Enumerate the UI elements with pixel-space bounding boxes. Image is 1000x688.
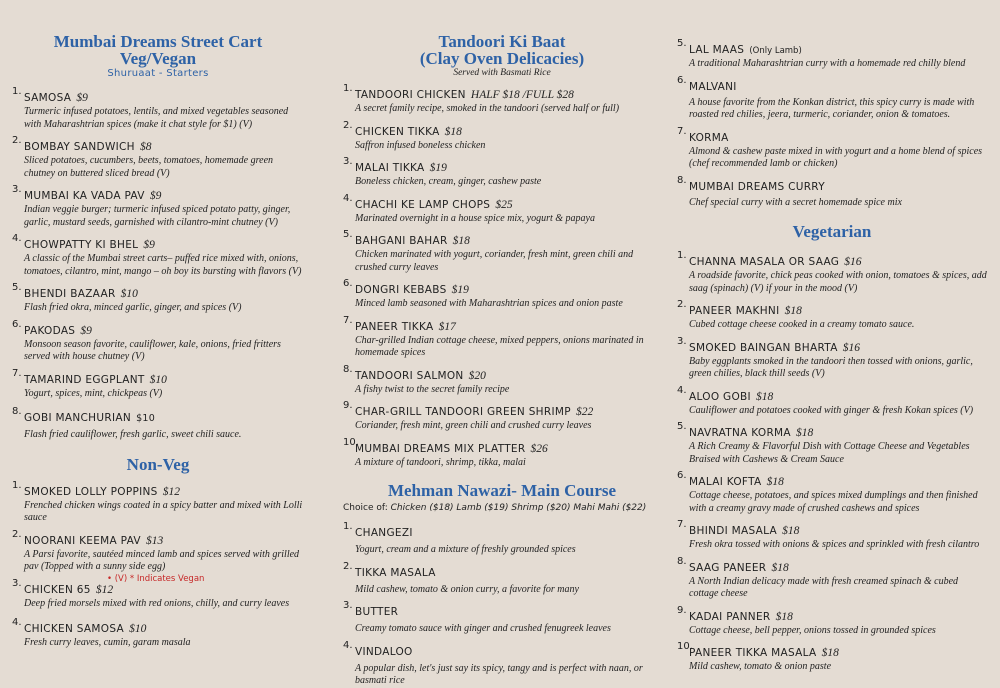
item-price: $10 xyxy=(120,288,138,300)
item-name: SAAG PANEER xyxy=(689,561,767,574)
item-number: 3. xyxy=(343,600,353,611)
item-price: $12 xyxy=(95,583,114,596)
main-course-section xyxy=(343,482,661,688)
menu-item xyxy=(677,470,987,515)
item-number: 1. xyxy=(12,479,22,491)
item-price: $10 xyxy=(136,413,156,424)
item-description: Baby eggplants smoked in the tandoori then tossed with onions, garlic, green chilies, black thill seeds (V) xyxy=(689,355,973,379)
item-description: A fishy twist to the secret family recipe xyxy=(355,383,510,395)
item-name: MALAI KOFTA xyxy=(689,476,762,488)
item-price: $19 xyxy=(429,162,447,174)
item-price: $18 xyxy=(782,525,800,537)
item-description: A Rich Creamy & Flavorful Dish with Cottage Cheese and Vegetables Braised with Cashews & Cream Sauce xyxy=(689,441,970,465)
item-number: 9. xyxy=(677,604,687,616)
menu-item xyxy=(677,38,987,71)
item-name: SMOKED BAINGAN BHARTA xyxy=(689,341,838,354)
item-number: 4. xyxy=(343,639,353,651)
menu-list xyxy=(343,83,661,469)
protein-choice xyxy=(343,503,661,513)
item-price: $10 xyxy=(149,373,167,386)
menu-item xyxy=(343,193,661,226)
item-name: DONGRI KEBABS xyxy=(355,284,447,296)
item-description: Flash fried okra, minced garlic, ginger, and spices (V) xyxy=(24,302,242,313)
item-name: SMOKED LOLLY POPPINS xyxy=(24,485,158,498)
item-price: $18 xyxy=(756,390,774,403)
item-description: Minced lamb seasoned with Maharashtrian spices and onion paste xyxy=(355,298,623,309)
item-name: TIKKA MASALA xyxy=(355,566,436,579)
item-name: LAL MAAS xyxy=(689,44,745,56)
item-number: 2. xyxy=(343,560,353,572)
menu-item xyxy=(343,364,661,397)
menu-column-1 xyxy=(12,0,304,650)
item-price: $19 xyxy=(451,284,469,296)
item-number: 5. xyxy=(343,229,353,240)
item-number: 7. xyxy=(12,367,22,379)
item-description: Sliced potatoes, cucumbers, beets, tomatoes, homemade green chutney on buttered sliced bread (V) xyxy=(24,155,274,179)
item-number: 7. xyxy=(343,314,353,326)
section-title xyxy=(12,33,304,67)
item-number: 6. xyxy=(343,278,353,289)
item-note: (Only Lamb) xyxy=(749,46,802,56)
item-name: PANEER TIKKA xyxy=(355,320,434,333)
item-price: $9 xyxy=(80,324,92,337)
item-number: 6. xyxy=(677,470,687,481)
item-number: 5. xyxy=(12,282,22,293)
section-subtitle: Shuruaat - Starters xyxy=(107,68,209,79)
item-name: VINDALOO xyxy=(355,645,413,658)
menu-item xyxy=(677,519,987,552)
item-name: MUMBAI KA VADA PAV xyxy=(24,190,145,202)
item-price: $18 xyxy=(795,427,814,439)
item-number: 1. xyxy=(677,250,687,261)
menu-item xyxy=(677,126,987,171)
item-description: Mild cashew, tomato & onion paste xyxy=(689,661,832,672)
item-description: Fresh okra tossed with onions & spices and sprinkled with fresh cilantro xyxy=(689,539,980,550)
item-description: A Parsi favorite, sautéed minced lamb and spices served with grilled pav (Topped with a sunny side egg) xyxy=(24,548,300,572)
item-description: Frenched chicken wings coated in a spicy batter and mixed with Lolli sauce xyxy=(24,499,303,523)
item-description: A mixture of tandoori, shrimp, tikka, malai xyxy=(355,456,526,468)
item-name: MALAI TIKKA xyxy=(355,162,425,174)
menu-item xyxy=(12,184,304,229)
menu-item xyxy=(343,120,661,153)
section-title: Vegetarian xyxy=(792,222,872,241)
item-number: 1. xyxy=(343,83,353,94)
menu-item xyxy=(677,299,987,332)
menu-item xyxy=(677,556,987,601)
tandoori-section xyxy=(343,33,661,469)
item-name: MUMBAI DREAMS MIX PLATTER xyxy=(355,442,526,455)
menu-item xyxy=(12,319,304,364)
menu-item xyxy=(343,561,661,597)
item-number: 2. xyxy=(12,528,22,540)
section-title-line2: (Clay Oven Delicacies) xyxy=(419,49,585,68)
item-number: 4. xyxy=(343,192,353,204)
section-title-line2: Veg/Vegan xyxy=(119,49,197,68)
choice-label: Choice of: xyxy=(343,503,388,513)
menu-item xyxy=(12,406,304,442)
item-description: Marinated overnight in a house spice mix, yogurt & papaya xyxy=(355,212,595,224)
item-name: CHANNA MASALA OR SAAG xyxy=(689,256,840,268)
menu-item xyxy=(677,75,987,122)
menu-item xyxy=(343,400,661,433)
item-description: Turmeric infused potatoes, lentils, and mixed vegetables seasoned with Maharashtrian spices (make it chat style for $1) (V) xyxy=(24,106,289,130)
item-price: $10 xyxy=(129,623,147,635)
item-name: MALVANI xyxy=(689,80,737,93)
item-number: 2. xyxy=(12,135,22,146)
main-course-continued xyxy=(677,38,987,209)
section-title: Non-Veg xyxy=(126,454,190,474)
item-number: 2. xyxy=(343,119,353,131)
menu-column-3 xyxy=(677,0,987,674)
item-number: 10. xyxy=(677,641,693,652)
item-number: 8. xyxy=(12,406,22,417)
menu-item xyxy=(343,600,661,636)
menu-list xyxy=(343,521,661,688)
item-name: GOBI MANCHURIAN xyxy=(24,412,131,424)
item-number: 5. xyxy=(677,421,687,432)
item-price: $26 xyxy=(530,442,548,455)
item-number: 8. xyxy=(343,363,353,375)
item-price: $17 xyxy=(438,320,456,333)
menu-item xyxy=(343,640,661,688)
street-cart-section xyxy=(12,33,304,442)
item-price: $20 xyxy=(468,369,486,382)
item-price: $18 xyxy=(444,125,462,138)
item-description: A popular dish, let's just say its spicy, tangy and is perfect with naan, or basmati rice xyxy=(355,662,643,686)
item-description: A traditional Maharashtrian curry with a homemade red chilly blend xyxy=(689,58,966,69)
item-name: BAHGANI BAHAR xyxy=(355,235,448,247)
item-name: NAVRATNA KORMA xyxy=(689,427,791,439)
item-price: $16 xyxy=(844,256,862,268)
item-description: A house favorite from the Konkan district, this spicy curry is made with roasted red chilies, jeera, turmeric, coriander, onion & tomatoes. xyxy=(689,96,975,120)
menu-item xyxy=(343,521,661,557)
item-name: CHICKEN TIKKA xyxy=(355,125,440,138)
menu-item xyxy=(12,529,304,574)
item-number: 10. xyxy=(343,436,359,448)
item-description: Cottage cheese, bell pepper, onions tossed in grounded spices xyxy=(689,624,936,636)
item-description: Chicken marinated with yogurt, coriander, fresh mint, green chili and crushed curry leaves xyxy=(355,249,634,273)
menu-item xyxy=(12,368,304,401)
item-description: Cubed cottage cheese cooked in a creamy tomato sauce. xyxy=(689,319,915,330)
item-price: $9 xyxy=(143,239,155,251)
item-number: 5. xyxy=(677,38,687,49)
item-description: Mild cashew, tomato & onion curry, a favorite for many xyxy=(355,583,579,595)
vegetarian-section xyxy=(677,223,987,674)
item-price: HALF $18 /FULL $28 xyxy=(470,89,574,101)
item-price: $16 xyxy=(842,341,861,354)
item-description: Yogurt, cream and a mixture of freshly grounded spices xyxy=(355,544,576,555)
item-price: $18 xyxy=(821,647,839,659)
item-description: Yogurt, spices, mint, chickpeas (V) xyxy=(24,387,163,399)
menu-item xyxy=(343,437,661,470)
item-number: 4. xyxy=(12,233,22,244)
item-price: $25 xyxy=(495,198,513,211)
item-price: $8 xyxy=(139,141,152,153)
item-number: 6. xyxy=(677,74,687,86)
item-name: PAKODAS xyxy=(24,324,76,337)
item-description: Coriander, fresh mint, green chili and crushed curry leaves xyxy=(355,420,592,431)
item-number: 4. xyxy=(677,384,687,396)
item-price: $18 xyxy=(775,610,793,623)
item-description: Boneless chicken, cream, ginger, cashew paste xyxy=(355,176,542,187)
menu-item xyxy=(12,86,304,131)
vegan-footnote: • (V) * Indicates Vegan xyxy=(107,574,205,584)
menu-item xyxy=(677,250,987,295)
item-name: CHANGEZI xyxy=(355,527,413,539)
item-price: $18 xyxy=(771,561,789,574)
menu-item xyxy=(343,278,661,311)
section-title xyxy=(343,33,661,67)
menu-item xyxy=(677,605,987,638)
item-price: $12 xyxy=(162,485,180,498)
item-price: $9 xyxy=(149,190,162,202)
item-number: 8. xyxy=(677,555,687,567)
menu-list xyxy=(12,480,304,650)
item-description: Fresh curry leaves, cumin, garam masala xyxy=(24,637,191,648)
item-number: 3. xyxy=(677,335,687,347)
menu-list xyxy=(677,250,987,674)
item-number: 7. xyxy=(677,125,687,137)
item-name: ALOO GOBI xyxy=(689,390,751,403)
section-note: Served with Basmati Rice xyxy=(453,68,551,78)
menu-item xyxy=(12,282,304,315)
item-description: Char-grilled Indian cottage cheese, mixed peppers, onions marinated in homemade spices xyxy=(355,334,644,358)
item-name: PANEER MAKHNI xyxy=(689,305,780,317)
item-number: 2. xyxy=(677,299,687,310)
item-description: A classic of the Mumbai street carts– puffed rice mixed with, onions, tomatoes, cilantro, mint, mango – oh boy its bursting with flavors (V) xyxy=(24,253,302,277)
item-name: CHICKEN 65 xyxy=(24,583,91,596)
item-number: 4. xyxy=(12,617,22,628)
item-name: BOMBAY SANDWICH xyxy=(24,141,135,153)
menu-column-2 xyxy=(343,0,661,688)
section-title: Mehman Nawazi- Main Course xyxy=(387,481,617,500)
item-number: 8. xyxy=(677,174,687,186)
item-description: Flash fried cauliflower, fresh garlic, sweet chili sauce. xyxy=(24,429,242,440)
item-number: 3. xyxy=(12,184,22,195)
choice-options: Chicken ($18) Lamb ($19) Shrimp ($20) Mahi Mahi ($22) xyxy=(390,503,647,513)
section-title-line1: Mumbai Dreams Street Cart xyxy=(53,32,263,51)
menu-item xyxy=(677,175,987,210)
item-name: PANEER TIKKA MASALA xyxy=(689,647,817,659)
item-description: Creamy tomato sauce with ginger and crushed fenugreek leaves xyxy=(355,623,611,634)
item-name: NOORANI KEEMA PAV xyxy=(24,534,141,547)
item-description: Indian veggie burger; turmeric infused spiced potato patty, ginger, garlic, mustard seeds, garnished with cilantro-mint chutney (V) xyxy=(24,204,291,228)
item-price: $22 xyxy=(575,406,594,418)
menu-list xyxy=(12,86,304,442)
item-name: TANDOORI CHICKEN xyxy=(355,89,466,101)
item-name: TANDOORI SALMON xyxy=(355,369,464,382)
item-name: CHAR-GRILL TANDOORI GREEN SHRIMP xyxy=(355,406,571,418)
item-name: KORMA xyxy=(689,131,729,144)
item-description: Cauliflower and potatoes cooked with ginger & fresh Kokan spices (V) xyxy=(689,404,974,416)
menu-item xyxy=(343,83,661,116)
item-number: 3. xyxy=(12,577,22,589)
item-price: $13 xyxy=(146,534,164,547)
menu-item xyxy=(677,336,987,381)
item-description: A roadside favorite, chick peas cooked with onion, tomatoes & spices, add saag (spinach) (V) if your in the mood (V) xyxy=(689,270,987,294)
section-title-line1: Tandoori Ki Baat xyxy=(438,32,566,51)
item-name: CHICKEN SAMOSA xyxy=(24,623,124,635)
item-name: BHENDI BAZAAR xyxy=(24,288,116,300)
item-number: 9. xyxy=(343,400,353,411)
item-name: SAMOSA xyxy=(24,92,72,104)
menu-item xyxy=(12,233,304,278)
menu-item xyxy=(677,385,987,418)
menu-item xyxy=(343,156,661,189)
item-description: Almond & cashew paste mixed in with yogurt and a home blend of spices (chef recommended lamb or chicken) xyxy=(689,145,983,169)
item-name: CHACHI KE LAMP CHOPS xyxy=(355,198,491,211)
item-name: BUTTER xyxy=(355,606,399,618)
menu-item xyxy=(12,617,304,650)
item-description: Saffron infused boneless chicken xyxy=(355,139,486,151)
item-price: $18 xyxy=(766,476,784,488)
item-price: $18 xyxy=(784,305,802,317)
menu-item xyxy=(12,135,304,180)
menu-item xyxy=(677,421,987,466)
item-description: A North Indian delicacy made with fresh creamed spinach & cubed cottage cheese xyxy=(689,575,959,599)
item-description: Deep fried morsels mixed with red onions, chilly, and curry leaves xyxy=(24,597,290,609)
item-description: Chef special curry with a secret homemade spice mix xyxy=(689,196,902,208)
item-name: MUMBAI DREAMS CURRY xyxy=(689,180,825,193)
item-price: $9 xyxy=(76,92,88,104)
item-number: 7. xyxy=(677,519,687,530)
item-number: 1. xyxy=(343,521,353,532)
item-description: A secret family recipe, smoked in the tandoori (served half or full) xyxy=(355,103,620,114)
item-description: Monsoon season favorite, cauliflower, kale, onions, fried fritters served with house chutney (V) xyxy=(24,338,281,362)
item-name: KADAI PANNER xyxy=(689,610,771,623)
item-price: $18 xyxy=(452,235,470,247)
item-name: BHINDI MASALA xyxy=(689,525,778,537)
menu-item xyxy=(677,641,987,674)
menu-item xyxy=(343,315,661,360)
item-description: Cottage cheese, potatoes, and spices mixed dumplings and then finished with a creamy gravy made of crushed cashews and spices xyxy=(689,490,978,514)
item-number: 6. xyxy=(12,318,22,330)
item-number: 1. xyxy=(12,86,22,97)
menu-item xyxy=(343,229,661,274)
non-veg-section xyxy=(12,456,304,650)
item-number: 3. xyxy=(343,156,353,167)
item-name: TAMARIND EGGPLANT xyxy=(24,373,145,386)
item-name: CHOWPATTY KI BHEL xyxy=(24,239,139,251)
menu-item xyxy=(12,480,304,525)
